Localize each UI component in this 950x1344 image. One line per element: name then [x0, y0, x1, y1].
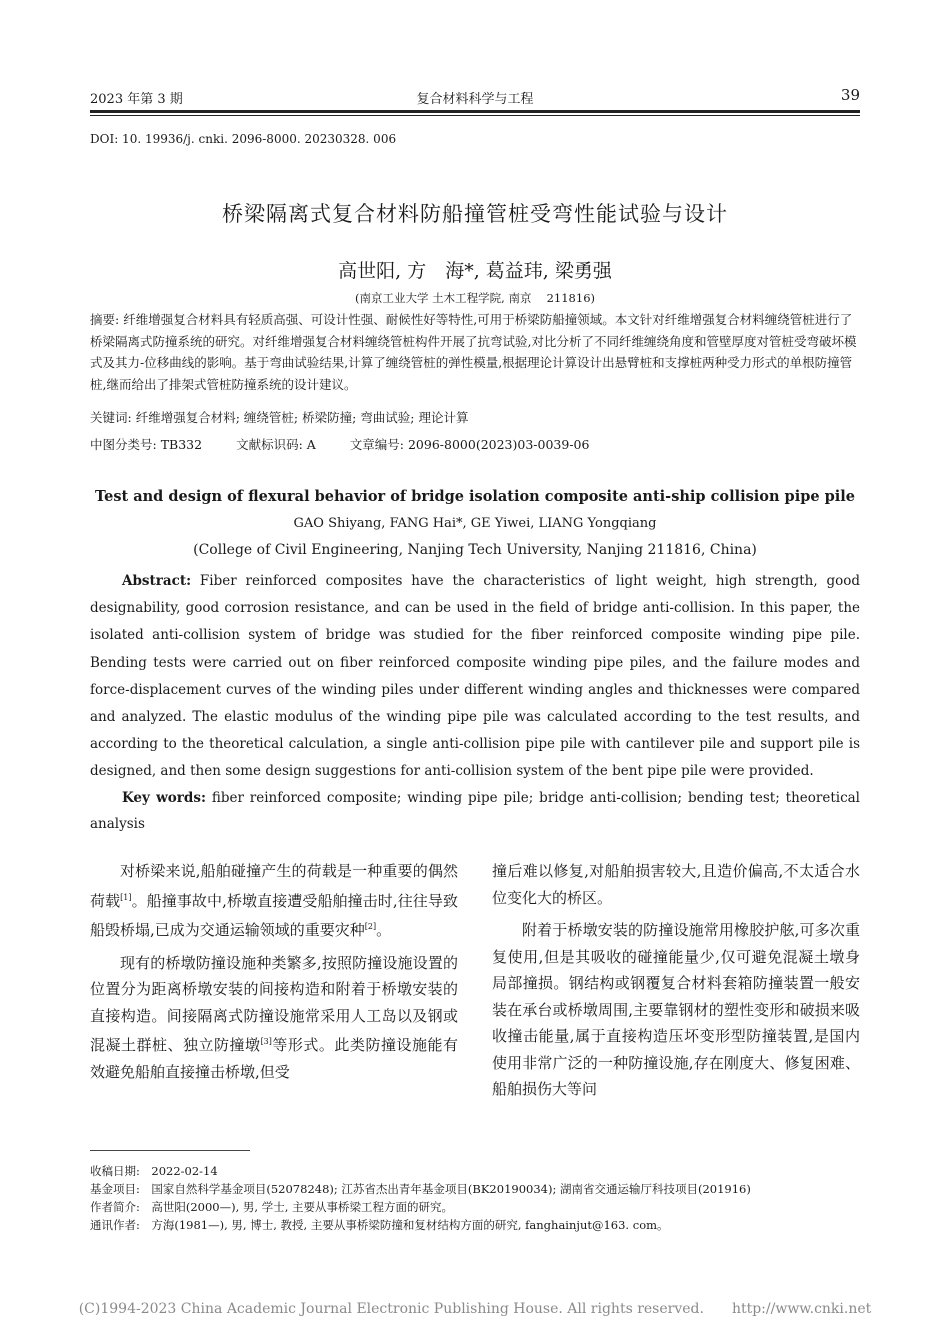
doi: DOI: 10. 19936/j. cnki. 2096-8000. 20230328. 006 — [90, 132, 397, 146]
doc-code: A — [306, 437, 316, 452]
clc-code: TB332 — [160, 437, 203, 452]
abstract-cn — [90, 309, 860, 395]
author-list: 高世阳, 方 海*, 葛益玮, 梁勇强 — [338, 260, 612, 282]
header-rule-thick — [90, 110, 860, 113]
abstract-cn-text: 纤维增强复合材料具有轻质高强、可设计性强、耐候性好等特性,可用于桥梁防船撞领域。本文针对纤维增强复合材料缠绕管桩进行了桥梁隔离式防撞系统的研究。对纤维增强复合材料缠绕管桩构件开展了抗弯试验,对比分析了不同纤维缠绕角度和管壁厚度对管桩受弯破坏模式及其力-位移曲线的影响。基于弯曲试验结果,计算了缠绕管桩的弹性模量,根据理论计算设计出悬臂桩和支撑桩两种受力形式的单根防撞管桩,继而给出了排架式管桩防撞系统的设计建议。 — [90, 312, 857, 392]
english-abstract-label: Abstract: — [122, 573, 192, 589]
english-abstract-text: Fiber reinforced composites have the characteristics of light weight, high strength, good designability, good corrosion resistance, and can be used in the field of bridge anti-collision. In this paper, the isolated anti-collision system of bridge was studied for the fiber reinforced composite winding pipe pile. Bending tests were carried out on fiber reinforced composite winding pipe piles, and the failure modes and force-displacement curves of the winding piles under different winding angles and thicknesses were compared and analyzed. The elastic modulus of the winding pipe pile was calculated according to the test results, and according to the theoretical calculation, a single anti-collision pipe pile with cantilever pile and support pile is designed, and then some design suggestions for anti-collision system of the bent pipe pile were provided. — [90, 573, 860, 780]
footnote-corresponding: 通讯作者: 方海(1981—), 男, 博士, 教授, 主要从事桥梁防撞和复材结构方面的研究, fanghainjut@163. com。 — [90, 1218, 669, 1232]
body-paragraph: 撞后难以修复,对船舶损害较大,且造价偏高,不太适合水位变化大的桥区。 — [492, 862, 860, 907]
page-number: 39 — [840, 86, 860, 104]
clc-label: 中图分类号: — [90, 437, 157, 452]
english-authors: GAO Shiyang, FANG Hai*, GE Yiwei, LIANG Yongqiang — [293, 516, 657, 531]
citation-1: [1] — [120, 892, 132, 902]
english-affiliation: (College of Civil Engineering, Nanjing Tech University, Nanjing 211816, China) — [193, 542, 757, 558]
abstract-cn-label: 摘要: — [90, 312, 120, 327]
article-title: 桥梁隔离式复合材料防船撞管桩受弯性能试验与设计 — [222, 202, 728, 226]
doc-code-label: 文献标识码: — [236, 437, 303, 452]
classification-line — [90, 434, 860, 456]
footnote-rule — [90, 1150, 250, 1151]
footnote-received: 收稿日期: 2022-02-14 — [90, 1164, 218, 1178]
body-paragraph: 附着于桥墩安装的防撞设施常用橡胶护舷,可多次重复使用,但是其吸收的碰撞能量少,仅可避免混凝土墩身局部撞损。钢结构或钢覆复合材料套箱防撞装置一般安装在承台或桥墩周围,主要靠钢材的塑性变形和破损来吸收撞击能量,属于直接构造压坏变形型防撞装置,是国内使用非常广泛的一种防撞设施,存在刚度大、修复困难、船舶损伤大等问 — [492, 921, 860, 1098]
affiliation: (南京工业大学 土木工程学院, 南京 211816) — [355, 291, 595, 305]
keywords-cn-text: 纤维增强复合材料; 缠绕管桩; 桥梁防撞; 弯曲试验; 理论计算 — [135, 410, 469, 425]
english-keywords — [90, 785, 860, 837]
citation-3: [3] — [260, 1037, 272, 1046]
english-keywords-text: fiber reinforced composite; winding pipe pile; bridge anti-collision; bending test; theoretical analysis — [90, 790, 860, 832]
journal-name: 复合材料科学与工程 — [416, 92, 534, 107]
copyright-watermark: (C)1994-2023 China Academic Journal Electronic Publishing House. All rights reserved. http://www.cnki.net — [78, 1301, 872, 1317]
english-title: Test and design of flexural behavior of bridge isolation composite anti-ship collision pipe pile — [94, 488, 855, 505]
issue-label: 2023 年第 3 期 — [90, 92, 183, 107]
article-number-label: 文章编号: — [349, 437, 404, 452]
keywords-cn — [90, 407, 860, 429]
footnote-fund: 基金项目: 国家自然科学基金项目(52078248); 江苏省杰出青年基金项目(BK20190034); 湖南省交通运输厅科技项目(201916) — [90, 1182, 751, 1196]
citation-2: [2] — [364, 922, 377, 931]
body-paragraph: 对桥梁来说,船舶碰撞产生的荷载是一种重要的偶然荷载[1]。船撞事故中,桥墩直接遭受船舶撞击时,往往导致船毁桥塌,已成为交通运输领域的重要灾种[2]。 — [90, 862, 458, 939]
body-column-right — [492, 858, 860, 1103]
article-number: 2096-8000(2023)03-0039-06 — [407, 437, 590, 452]
footnote-author: 作者简介: 高世阳(2000—), 男, 学士, 主要从事桥梁工程方面的研究。 — [90, 1200, 454, 1214]
header-rule-thin — [90, 115, 860, 116]
keywords-cn-label: 关键词: — [90, 410, 132, 425]
body-column-left — [90, 858, 458, 1085]
running-header — [90, 88, 860, 108]
body-paragraph: 现有的桥墩防撞设施种类繁多,按照防撞设施设置的位置分为距离桥墩安装的间接构造和附着于桥墩安装的直接构造。间接隔离式防撞设施常采用人工岛以及钢或混凝土群桩、独立防撞墩[3]等形式。此类防撞设施能有效避免船舶直接撞击桥墩,但受 — [90, 953, 458, 1081]
english-keywords-label: Key words: — [122, 790, 206, 806]
english-abstract — [90, 568, 860, 786]
